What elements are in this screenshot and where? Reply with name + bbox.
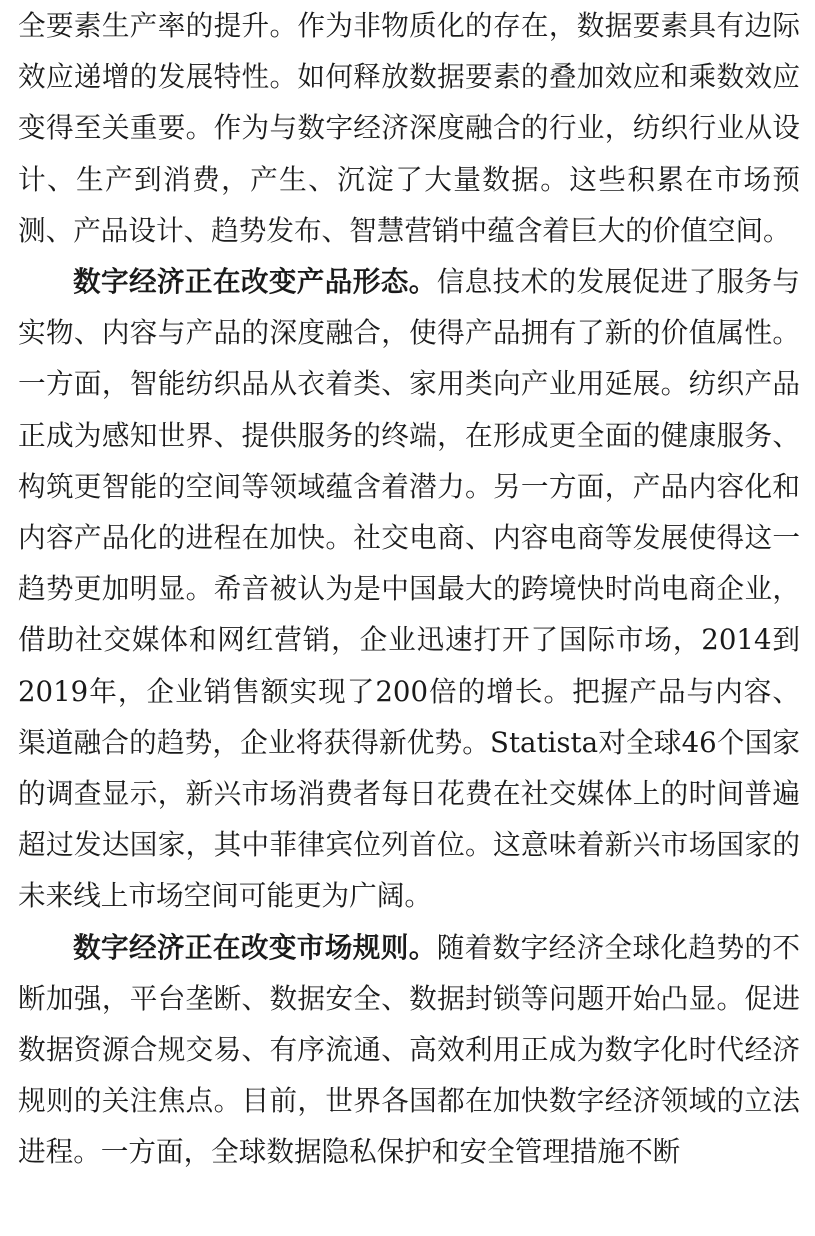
paragraph-lead-heading: 数字经济正在改变产品形态。: [73, 265, 437, 299]
paragraph-product-form: [18, 256, 800, 922]
document-page: [18, 0, 800, 1236]
paragraph-lead-heading: 数字经济正在改变市场规则。: [73, 930, 437, 964]
paragraph-data-elements: [18, 0, 800, 256]
paragraph-body: 信息技术的发展促进了服务与实物、内容与产品的深度融合，使得产品拥有了新的价值属性。一方面，智能纺织品从衣着类、家用类向产业用延展。纺织产品正成为感知世界、提供服务的终端，在形成更全面的健康服务、构筑更智能的空间等领域蕴含着潜力。另一方面，产品内容化和内容产品化的进程在加快。社交电商、内容电商等发展使得这一趋势更加明显。希音被认为是中国最大的跨境快时尚电商企业，借助社交媒体和网红营销，企业迅速打开了国际市场，2014到2019年，企业销售额实现了200倍的增长。把握产品与内容、渠道融合的趋势，企业将获得新优势。Statista对全球46个国家的调查显示，新兴市场消费者每日花费在社交媒体上的时间普遍超过发达国家，其中菲律宾位列首位。这意味着新兴市场国家的未来线上市场空间可能更为广阔。: [18, 265, 800, 913]
paragraph-market-rules: [18, 922, 800, 1178]
paragraph-body: 全要素生产率的提升。作为非物质化的存在，数据要素具有边际效应递增的发展特性。如何释放数据要素的叠加效应和乘数效应变得至关重要。作为与数字经济深度融合的行业，纺织行业从设计、生产到消费，产生、沉淀了大量数据。这些积累在市场预测、产品设计、趋势发布、智慧营销中蕴含着巨大的价值空间。: [18, 9, 800, 247]
paragraph-body: 随着数字经济全球化趋势的不断加强，平台垄断、数据安全、数据封锁等问题开始凸显。促进数据资源合规交易、有序流通、高效利用正成为数字化时代经济规则的关注焦点。目前，世界各国都在加快数字经济领域的立法进程。一方面，全球数据隐私保护和安全管理措施不断: [18, 930, 800, 1169]
